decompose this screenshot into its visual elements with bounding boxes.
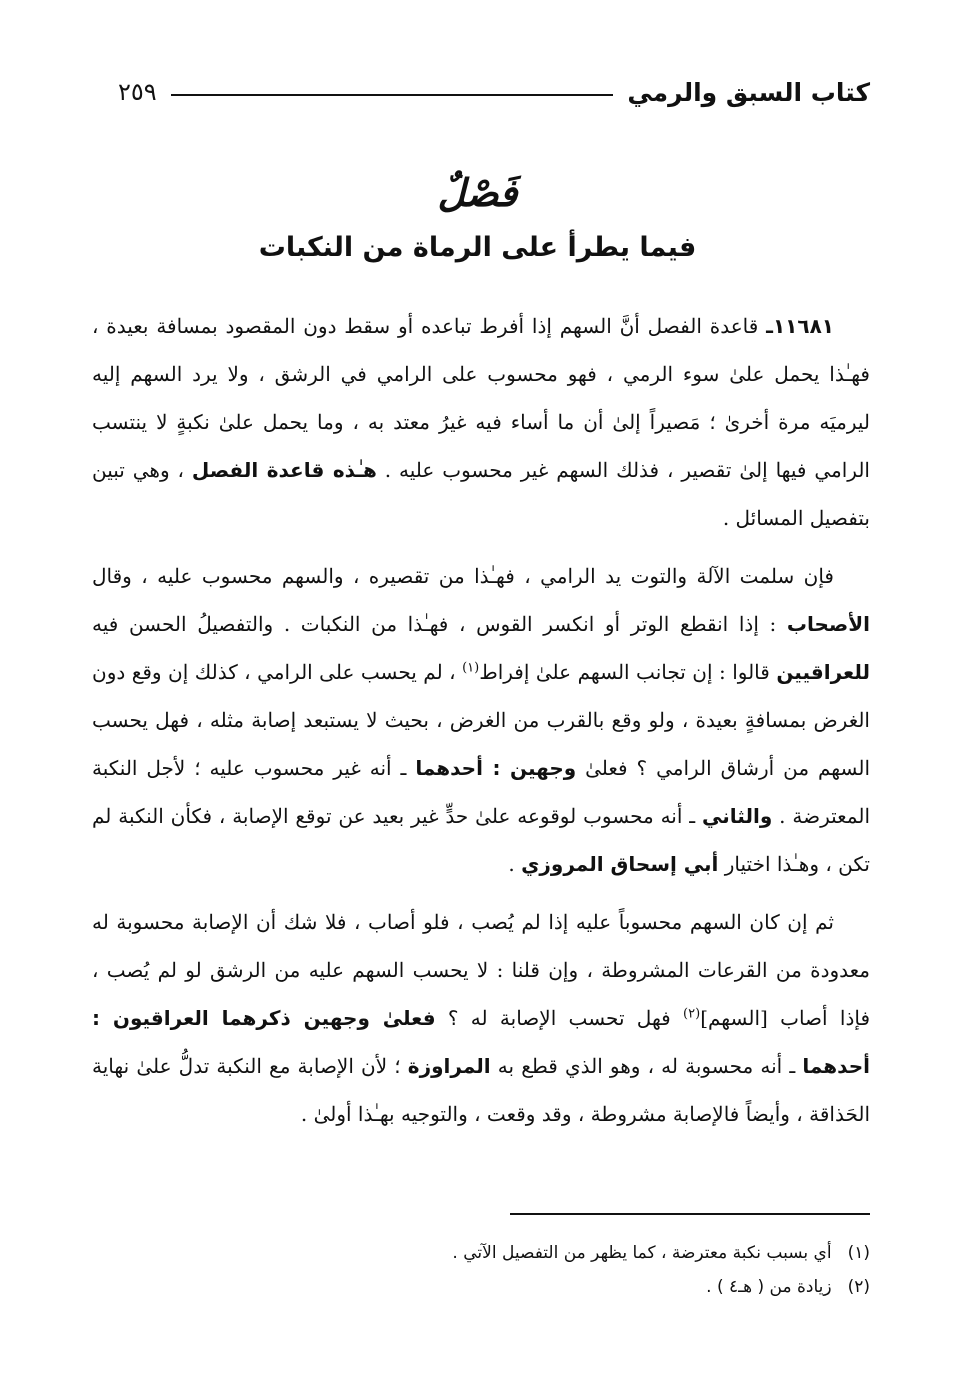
paragraph-1: [92, 302, 870, 542]
p2-b-bold: الأصحاب: [786, 612, 870, 636]
footnote-ref-2[interactable]: (٢): [683, 1006, 701, 1022]
footnote-text: زيادة من ( هـ٤ ) .: [706, 1277, 832, 1297]
footnote-rule: [510, 1213, 870, 1215]
paragraph-2: [92, 552, 870, 888]
page-number: ٢٥٩: [118, 78, 157, 106]
paragraph-3: [92, 898, 870, 1138]
footnote-2: [300, 1270, 870, 1304]
running-header: [118, 72, 870, 112]
issue-number: ١١٦٨١ـ: [766, 314, 834, 338]
paragraph-1-bold: هـٰذه قاعدة الفصل: [191, 458, 377, 482]
footnote-mark: (١): [847, 1243, 870, 1263]
p2-a: فإن سلمت الآلة والتوت يد الرامي ، فهـٰذا من تقصيره ، والسهم محسوب عليه ، وقال: [92, 564, 834, 588]
body-text: [92, 302, 870, 1148]
p3-e-bold: المراوزة: [407, 1054, 491, 1078]
footnote-text: أي بسبب نكبة معترضة ، كما يظهر من التفصيل الآتي .: [452, 1243, 832, 1263]
paragraph-1-text-a: قاعدة الفصل أنَّ السهم إذا أفرط تباعده أو سقط دون المقصود بمسافة بعيدة ، فهـٰذا يحمل علىٰ سوء الرمي ، فهو محسوب على الرامي في الرشق ، ولا يرد السهم إليه ليرميَه مرة أخرىٰ ؛ مَصيراً إلىٰ أن ما أساء فيه غيرُ معتد به ، وما يحمل علىٰ نكبةٍ لا ينتسب الرامي فيها إلىٰ تقصير ، فذلك السهم غير محسوب عليه .: [92, 314, 870, 482]
footnote-ref-1[interactable]: (١): [462, 660, 480, 676]
p2-f: ، لم يحسب على الرامي ، كذلك إن وقع دون الغرض بمسافةٍ بعيدة ، ولو وقع بالقرب من الغرض ، بحيث لا يستبعد إصابة مثله ، فهل يحسب السهم من أرشاق الرامي ؟ فعلىٰ: [92, 660, 870, 780]
p2-e: قالوا : إن تجانب السهم علىٰ إفراط: [479, 660, 777, 684]
footnote-mark: (٢): [847, 1277, 870, 1297]
footnote-1: [300, 1236, 870, 1270]
section-heading: فيما يطرأ على الرماة من النكبات: [258, 232, 697, 263]
p3-b: فهل تحسب الإصابة له ؟: [435, 1006, 684, 1030]
header-rule: [171, 94, 614, 96]
p2-c: : إذا انقطع الوتر أو انكسر القوس ، فهـٰذا من النكبات . والتفصيلُ الحسن فيه: [92, 612, 787, 636]
p2-i-bold: والثاني: [702, 804, 773, 828]
p2-d-bold: للعراقيين: [776, 660, 870, 684]
p3-a: ثم إن كان السهم محسوباً عليه إذا لم يُصب ، فلو أصاب ، فلا شك أن الإصابة محسوبة له معدودة من القرعات المشروطة ، وإن قلنا : لا يحسب السهم عليه من الرشق لو لم يُصب ، فإذا أصاب [السهم]: [92, 910, 870, 1030]
p2-g-bold: وجهين : أحدهما: [415, 756, 577, 780]
p3-d: ـ أنه محسوبة له ، وهو الذي قطع به: [490, 1054, 803, 1078]
p2-k-bold: أبي إسحاق المروزي: [521, 852, 719, 876]
p2-h: ـ أنه غير محسوب عليه ؛ لأجل النكبة المعترضة .: [92, 756, 870, 828]
paragraph-1-text-b: ، وهي تبين بتفصيل المسائل .: [92, 458, 870, 530]
p3-f: ؛ لأن الإصابة مع النكبة تدلُّ علىٰ نهاية الحَذاقة ، وأيضاً فالإصابة مشروطة ، وقد وقعت ، والتوجيه بهـٰذا أولىٰ .: [92, 1054, 870, 1126]
p3-c-bold: فعلىٰ وجهين ذكرهما العراقيون : أحدهما: [92, 1006, 870, 1078]
section-ornament-title: فَصْلٌ: [437, 170, 518, 215]
p2-l: .: [508, 852, 522, 876]
book-title: كتاب السبق والرمي: [627, 77, 870, 107]
footnotes: [300, 1236, 870, 1304]
p2-j: ـ أنه محسوب لوقوعه علىٰ حدٍّ غير بعيد عن توقع الإصابة ، فكأن النكبة لم تكن ، وهـٰذا اختيار: [92, 804, 870, 876]
